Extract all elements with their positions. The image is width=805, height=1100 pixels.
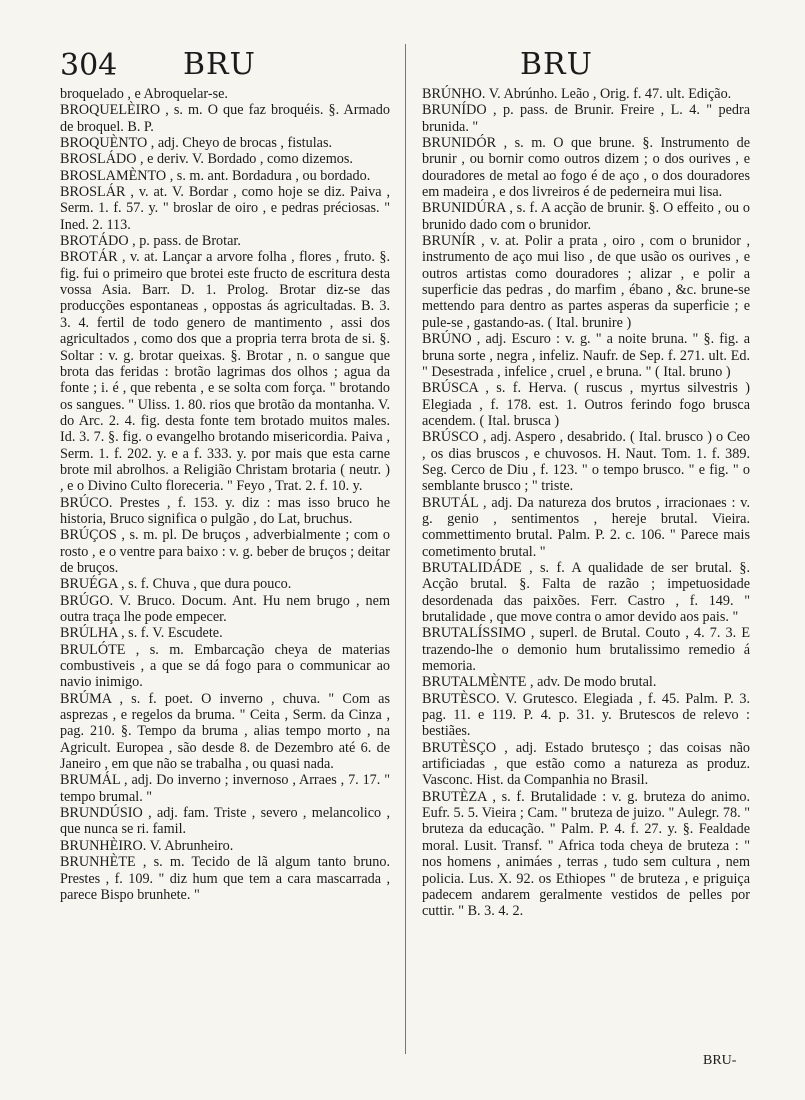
entry-text: BRÚSCO , adj. Aspero , desabrido. ( Ital. brusco ) o Ceo , os dias bruscos , e chuvosos. H. Naut. Tom. 1. f. 389. Seg. Cerco de Diu , f. 123. " o tempo brusco. " e fig. " o semblante brusco ; " triste. xyxy=(422,429,750,495)
entry-text: BROSLÁDO , e deriv. V. Bordado , como dizemos. xyxy=(60,151,353,168)
entry-text: BRUNHÈTE , s. m. Tecido de lã algum tanto bruno. Prestes , f. 109. " diz hum que tem a cara mascarrada , parece Bispo brunhete. " xyxy=(60,854,390,903)
entry-text: BRUTÈZA , s. f. Brutalidade : v. g. bruteza do animo. Eufr. 5. 5. Vieira ; Cam. " bruteza de juizo. " Aulegr. 78. " bruteza da educação. " Palm. P. 4. f. 27. y. §. Fealdade moral. Lusit. Transf. " Africa toda cheya de bruteza : " nos homens , animáes , terras , tudo sem cultura , nem policia. Lus. X. 92. os Ethiopes " de bruteza , e priguiça padecem andarem geralmente vestidos de pelles por cuttir. " B. 3. 4. 2. xyxy=(422,788,750,920)
entry-text: BROTÁDO , p. pass. de Brotar. xyxy=(60,233,241,250)
entry-text: BRÚNO , adj. Escuro : v. g. " a noite bruna. " §. fig. a bruna sorte , negra , infeliz. Naufr. de Sep. f. 271. ult. Ed. " Desestrada , infelice , cruel , e bruna. " ( Ital. bruno ) xyxy=(422,331,750,380)
entry-text: BRUNÍDO , p. pass. de Brunir. Freire , L. 4. " pedra brunida. " xyxy=(422,102,750,135)
left-column xyxy=(60,86,390,903)
entry-text: broquelado , e Abroquelar-se. xyxy=(60,86,228,102)
entry-text: BROSLAMÈNTO , s. m. ant. Bordadura , ou bordado. xyxy=(60,167,371,184)
entry-text: BRÚCO. Prestes , f. 153. y. diz : mas isso bruco he historia, Bruco significa o pulgão , do Lat, bruchus. xyxy=(60,494,390,527)
entry-text: BRUNDÚSIO , adj. fam. Triste , severo , melancolico , que nunca se ri. famil. xyxy=(60,805,390,838)
entry-text: BRUNHÈIRO. V. Abrunheiro. xyxy=(60,837,234,854)
entry-text: BROQUELÈIRO , s. m. O que faz broquéis. §. Armado de broquel. B. P. xyxy=(60,102,390,135)
entry-text: BRUTÁL , adj. Da natureza dos brutos , irracionaes : v. g. genio , sentimentos , hereje brutal. Vieira. commettimento brutal. Palm. P. 2. c. 106. " Parece mais cometimento brutal. " xyxy=(422,494,750,560)
entry-text: BRUTÈSCO. V. Grutesco. Elegiada , f. 45. Palm. P. 3. pag. 11. e 119. P. 4. p. 31. y. Brutescos de relevo : bestiães. xyxy=(422,690,750,740)
entry-text: BROTÁR , v. at. Lançar a arvore folha , flores , fruto. §. fig. fui o primeiro que brotei este fructo de escritura desta vossa Asia. Barr. D. 1. Prolog. Brotar diz-se das producções espontaneas , oppostas ás agricultadas. B. 3. 3. 4. fertil de todo genero de mantimento , assi dos agricultados , como dos que a propria terra brota de si. §. Soltar : v. g. brotar queixas. §. Brotar , n. o sangue que brota das feridas : brotão lagrimas dos olhos ; agua da fonte ; i. é , que rebenta , e se solta com força. " brotando os sangues. " Uliss. 1. 80. rios que brotão da montanha. V. do Arc. 2. 4. fig. desta fonte tem brotado muitos males. Id. 3. 7. §. fig. o evangelho brotando misericordia. Paiva , Serm. 1. f. 202. y. e a f. 333. y. por mais que esta carne brote mil abrolhos. a Religião Christam brotaria ( neutr. ) , e o Divino Culto floreceria. " Feyo , Trat. 2. f. 10. y. xyxy=(60,249,390,495)
entry-text: BRUNÍR , v. at. Polir a prata , oiro , com o brunidor , instrumento de aço mui liso , de que usão os ourives , e outros artistas como douradores ; alizar , e polir a superficie das pedras , do marfim , ébano , &c. brune-se mettendo para dentro as partes asperas da superficie ; e pule-se , gastando-as. ( Ital. brunire ) xyxy=(422,233,750,331)
entry-text: BRUTALÍSSIMO , superl. de Brutal. Couto , 4. 7. 3. E trazendo-lhe o demonio hum brutalissimo remedio á memoria. xyxy=(422,625,750,675)
entry-text: BRUÉGA , s. f. Chuva , que dura pouco. xyxy=(60,576,292,593)
left-headword: BRU xyxy=(183,47,256,82)
entry-text: BRÚGO. V. Bruco. Docum. Ant. Hu nem brugo , nem outra traça lhe pode empecer. xyxy=(60,592,390,625)
right-column xyxy=(422,86,750,920)
column-divider xyxy=(405,44,406,1054)
entry-text: BRÚNHO. V. Abrúnho. Leão , Orig. f. 47. ult. Edição. xyxy=(422,86,732,102)
entry-text: BRUTALIDÁDE , s. f. A qualidade de ser brutal. §. Acção brutal. §. Falta de razão ; impetuosidade desordenada das paixões. Ferr. Castro , f. 149. " brutalidade , que move contra o amor devido aos pais. " xyxy=(422,559,750,625)
entry-text: BRULÓTE , s. m. Embarcação cheya de materias combustiveis , a que se dá fogo para o communicar ao navio inimigo. xyxy=(60,641,390,691)
entry-text: BROQUÈNTO , adj. Cheyo de brocas , fistulas. xyxy=(60,135,333,152)
entry-text: BRÚLHA , s. f. V. Escudete. xyxy=(60,625,223,642)
entry-text: BRUNIDÚRA , s. f. A acção de brunir. §. O effeito , ou o brunido dado com o brunidor. xyxy=(422,200,750,233)
catchword: BRU- xyxy=(703,1053,737,1068)
entry-text: BROSLÁR , v. at. V. Bordar , como hoje se diz. Paiva , Serm. 1. f. 57. y. " broslar de oiro , e pedras préciosas. " Ined. 2. 113. xyxy=(60,184,390,233)
entry-text: BRUTÈSÇO , adj. Estado brutesço ; das coisas não artificiadas , que estão como a natureza as produz. Vasconc. Hist. da Companhia no Brasil. xyxy=(422,739,750,789)
entry-text: BRÚMA , s. f. poet. O inverno , chuva. " Com as asprezas , e regelos da bruma. " Ceita , Serm. da Cinza , pag. 210. §. Tempo da bruma , alias tempo morto , na Agricult. Europea , são desde 8. de Dezembro até 6. de Janeiro , em que não se trabalha , ou quasi nada. xyxy=(60,690,390,773)
entry-text: BRUNIDÓR , s. m. O que brune. §. Instrumento de brunir , ou bornir como outros dizem ; o dos ourives , e douradores de metal ao fogo é de aço , o dos douradores em madeira , e dos livreiros é de pederneira mui lisa. xyxy=(422,135,750,201)
entry-text: BRUMÁL , adj. Do inverno ; invernoso , Arraes , 7. 17. " tempo brumal. " xyxy=(60,772,390,805)
entry-text: BRUTALMÈNTE , adv. De modo brutal. xyxy=(422,674,657,691)
entry-text: BRÚÇOS , s. m. pl. De bruços , adverbialmente ; com o rosto , e o ventre para baixo : v. g. beber de bruços ; deitar de bruços. xyxy=(60,527,390,576)
page-number: 304 xyxy=(60,48,118,83)
entry-text: BRÚSCA , s. f. Herva. ( ruscus , myrtus silvestris ) Elegiada , f. 178. est. 1. Outros ferindo fogo brusca acendem. ( Ital. brusca ) xyxy=(422,380,750,429)
right-headword: BRU xyxy=(520,47,593,82)
